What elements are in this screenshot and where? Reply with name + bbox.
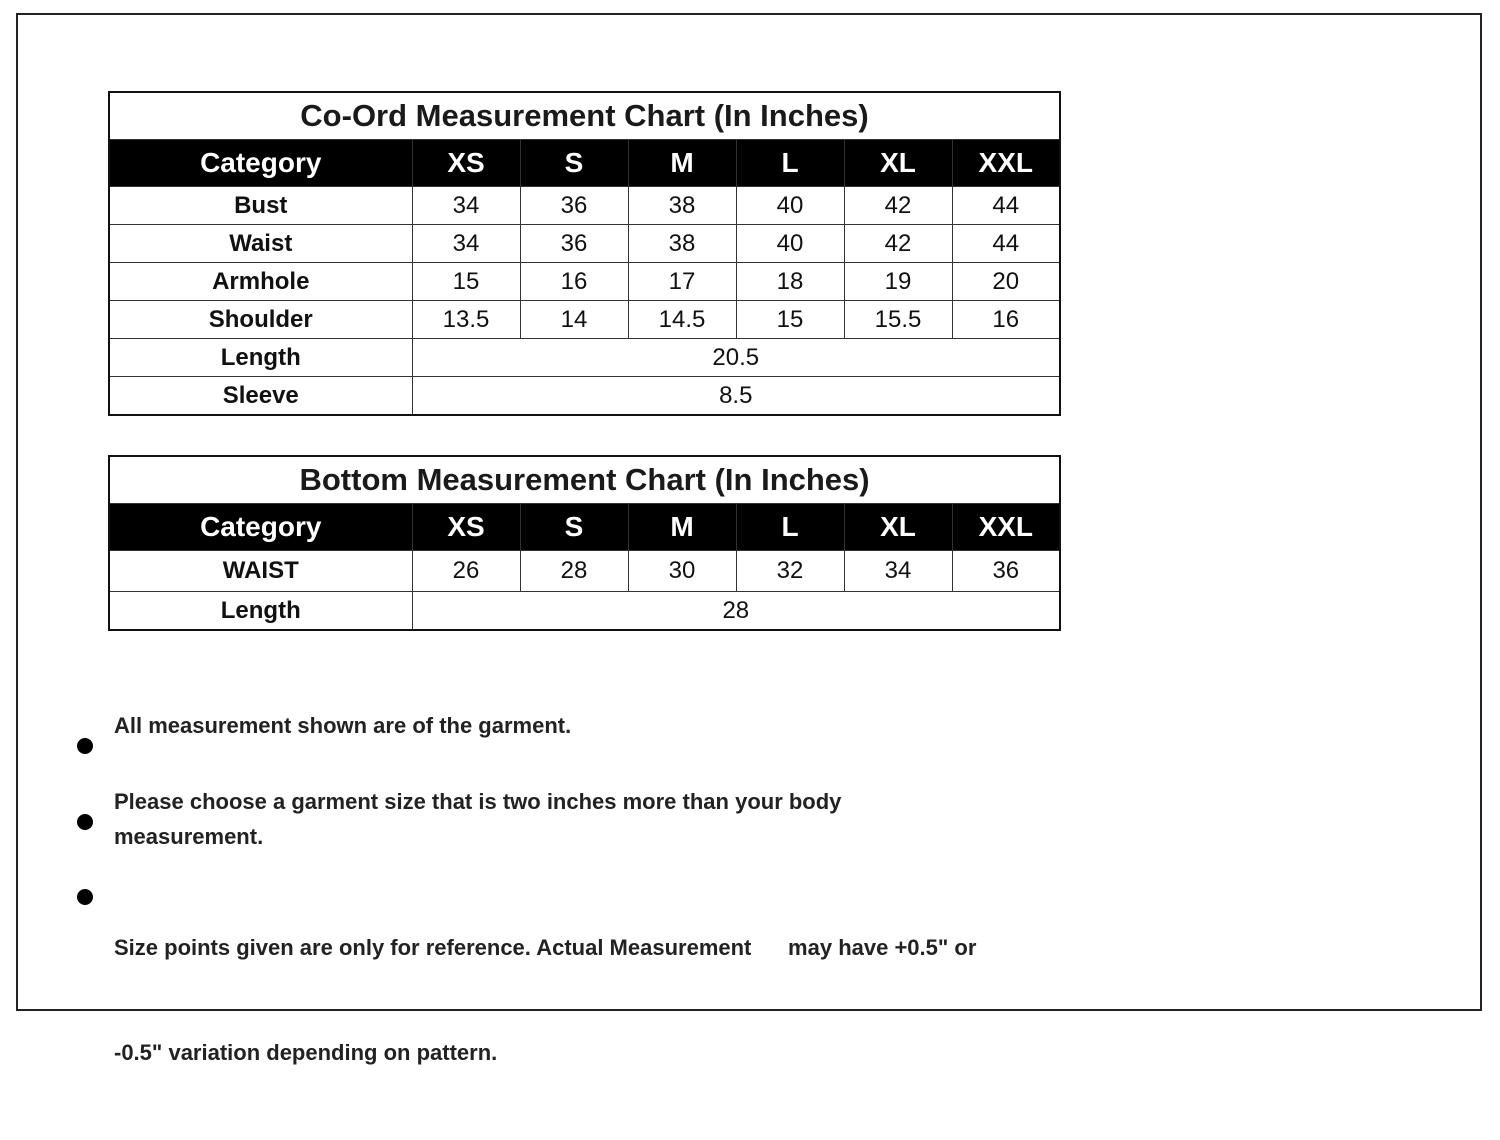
- header-l: L: [736, 140, 844, 187]
- row-label: Bust: [109, 187, 412, 225]
- header-m: M: [628, 140, 736, 187]
- header-category: Category: [109, 504, 412, 551]
- table-row-waist: [109, 225, 1060, 263]
- table-row-armhole: [109, 263, 1060, 301]
- table-row-waist: [109, 551, 1060, 592]
- coord-table-title: Co-Ord Measurement Chart (In Inches): [109, 92, 1060, 140]
- coord-measurement-table: [108, 91, 1061, 416]
- table-cell: 40: [736, 187, 844, 225]
- note-line: -0.5" variation depending on pattern.: [114, 1040, 498, 1065]
- table-cell: 15: [736, 301, 844, 339]
- table-row-length: [109, 592, 1060, 631]
- header-l: L: [736, 504, 844, 551]
- table-cell: 28: [520, 551, 628, 592]
- row-label: WAIST: [109, 551, 412, 592]
- table-cell: 34: [412, 225, 520, 263]
- table-cell: 16: [520, 263, 628, 301]
- note-line: measurement.: [114, 824, 264, 849]
- table-row-sleeve: [109, 377, 1060, 416]
- bullet-icon: [77, 738, 93, 754]
- table-row-bust: [109, 187, 1060, 225]
- merged-cell: 28: [412, 592, 1060, 631]
- table-cell: 38: [628, 187, 736, 225]
- table-cell: 15.5: [844, 301, 952, 339]
- note-line: All measurement shown are of the garment.: [114, 713, 572, 738]
- header-m: M: [628, 504, 736, 551]
- header-s: S: [520, 140, 628, 187]
- table-cell: 17: [628, 263, 736, 301]
- bottom-measurement-table: [108, 455, 1061, 631]
- table-row-shoulder: [109, 301, 1060, 339]
- note-text: [114, 784, 1074, 854]
- note-text: [114, 708, 1074, 743]
- table-cell: 13.5: [412, 301, 520, 339]
- header-xs: XS: [412, 504, 520, 551]
- merged-cell: 20.5: [412, 339, 1060, 377]
- row-label: Sleeve: [109, 377, 412, 416]
- table-cell: 20: [952, 263, 1060, 301]
- row-label: Shoulder: [109, 301, 412, 339]
- table-cell: 14: [520, 301, 628, 339]
- table-cell: 44: [952, 225, 1060, 263]
- row-label: Length: [109, 339, 412, 377]
- table-cell: 14.5: [628, 301, 736, 339]
- row-label: Waist: [109, 225, 412, 263]
- bullet-icon: [77, 814, 93, 830]
- table-cell: 18: [736, 263, 844, 301]
- note-line: Size points given are only for reference. Actual Measurement may have +0.5" or: [114, 935, 977, 960]
- header-xxl: XXL: [952, 504, 1060, 551]
- table-cell: 36: [952, 551, 1060, 592]
- header-xs: XS: [412, 140, 520, 187]
- table-cell: 26: [412, 551, 520, 592]
- table-cell: 15: [412, 263, 520, 301]
- table-cell: 16: [952, 301, 1060, 339]
- table-cell: 38: [628, 225, 736, 263]
- note-line: Please choose a garment size that is two inches more than your body: [114, 789, 842, 814]
- table-cell: 40: [736, 225, 844, 263]
- header-category: Category: [109, 140, 412, 187]
- table-row-length: [109, 339, 1060, 377]
- table-cell: 44: [952, 187, 1060, 225]
- table-cell: 30: [628, 551, 736, 592]
- table-cell: 36: [520, 225, 628, 263]
- header-xl: XL: [844, 140, 952, 187]
- bullet-icon: [77, 889, 93, 905]
- table-cell: 19: [844, 263, 952, 301]
- table-cell: 32: [736, 551, 844, 592]
- row-label: Armhole: [109, 263, 412, 301]
- table-cell: 42: [844, 225, 952, 263]
- table-cell: 34: [844, 551, 952, 592]
- table-cell: 42: [844, 187, 952, 225]
- header-xxl: XXL: [952, 140, 1060, 187]
- header-s: S: [520, 504, 628, 551]
- row-label: Length: [109, 592, 412, 631]
- table-cell: 34: [412, 187, 520, 225]
- merged-cell: 8.5: [412, 377, 1060, 416]
- header-xl: XL: [844, 504, 952, 551]
- bottom-table-title: Bottom Measurement Chart (In Inches): [109, 456, 1060, 504]
- table-cell: 36: [520, 187, 628, 225]
- note-text: [114, 860, 1074, 1140]
